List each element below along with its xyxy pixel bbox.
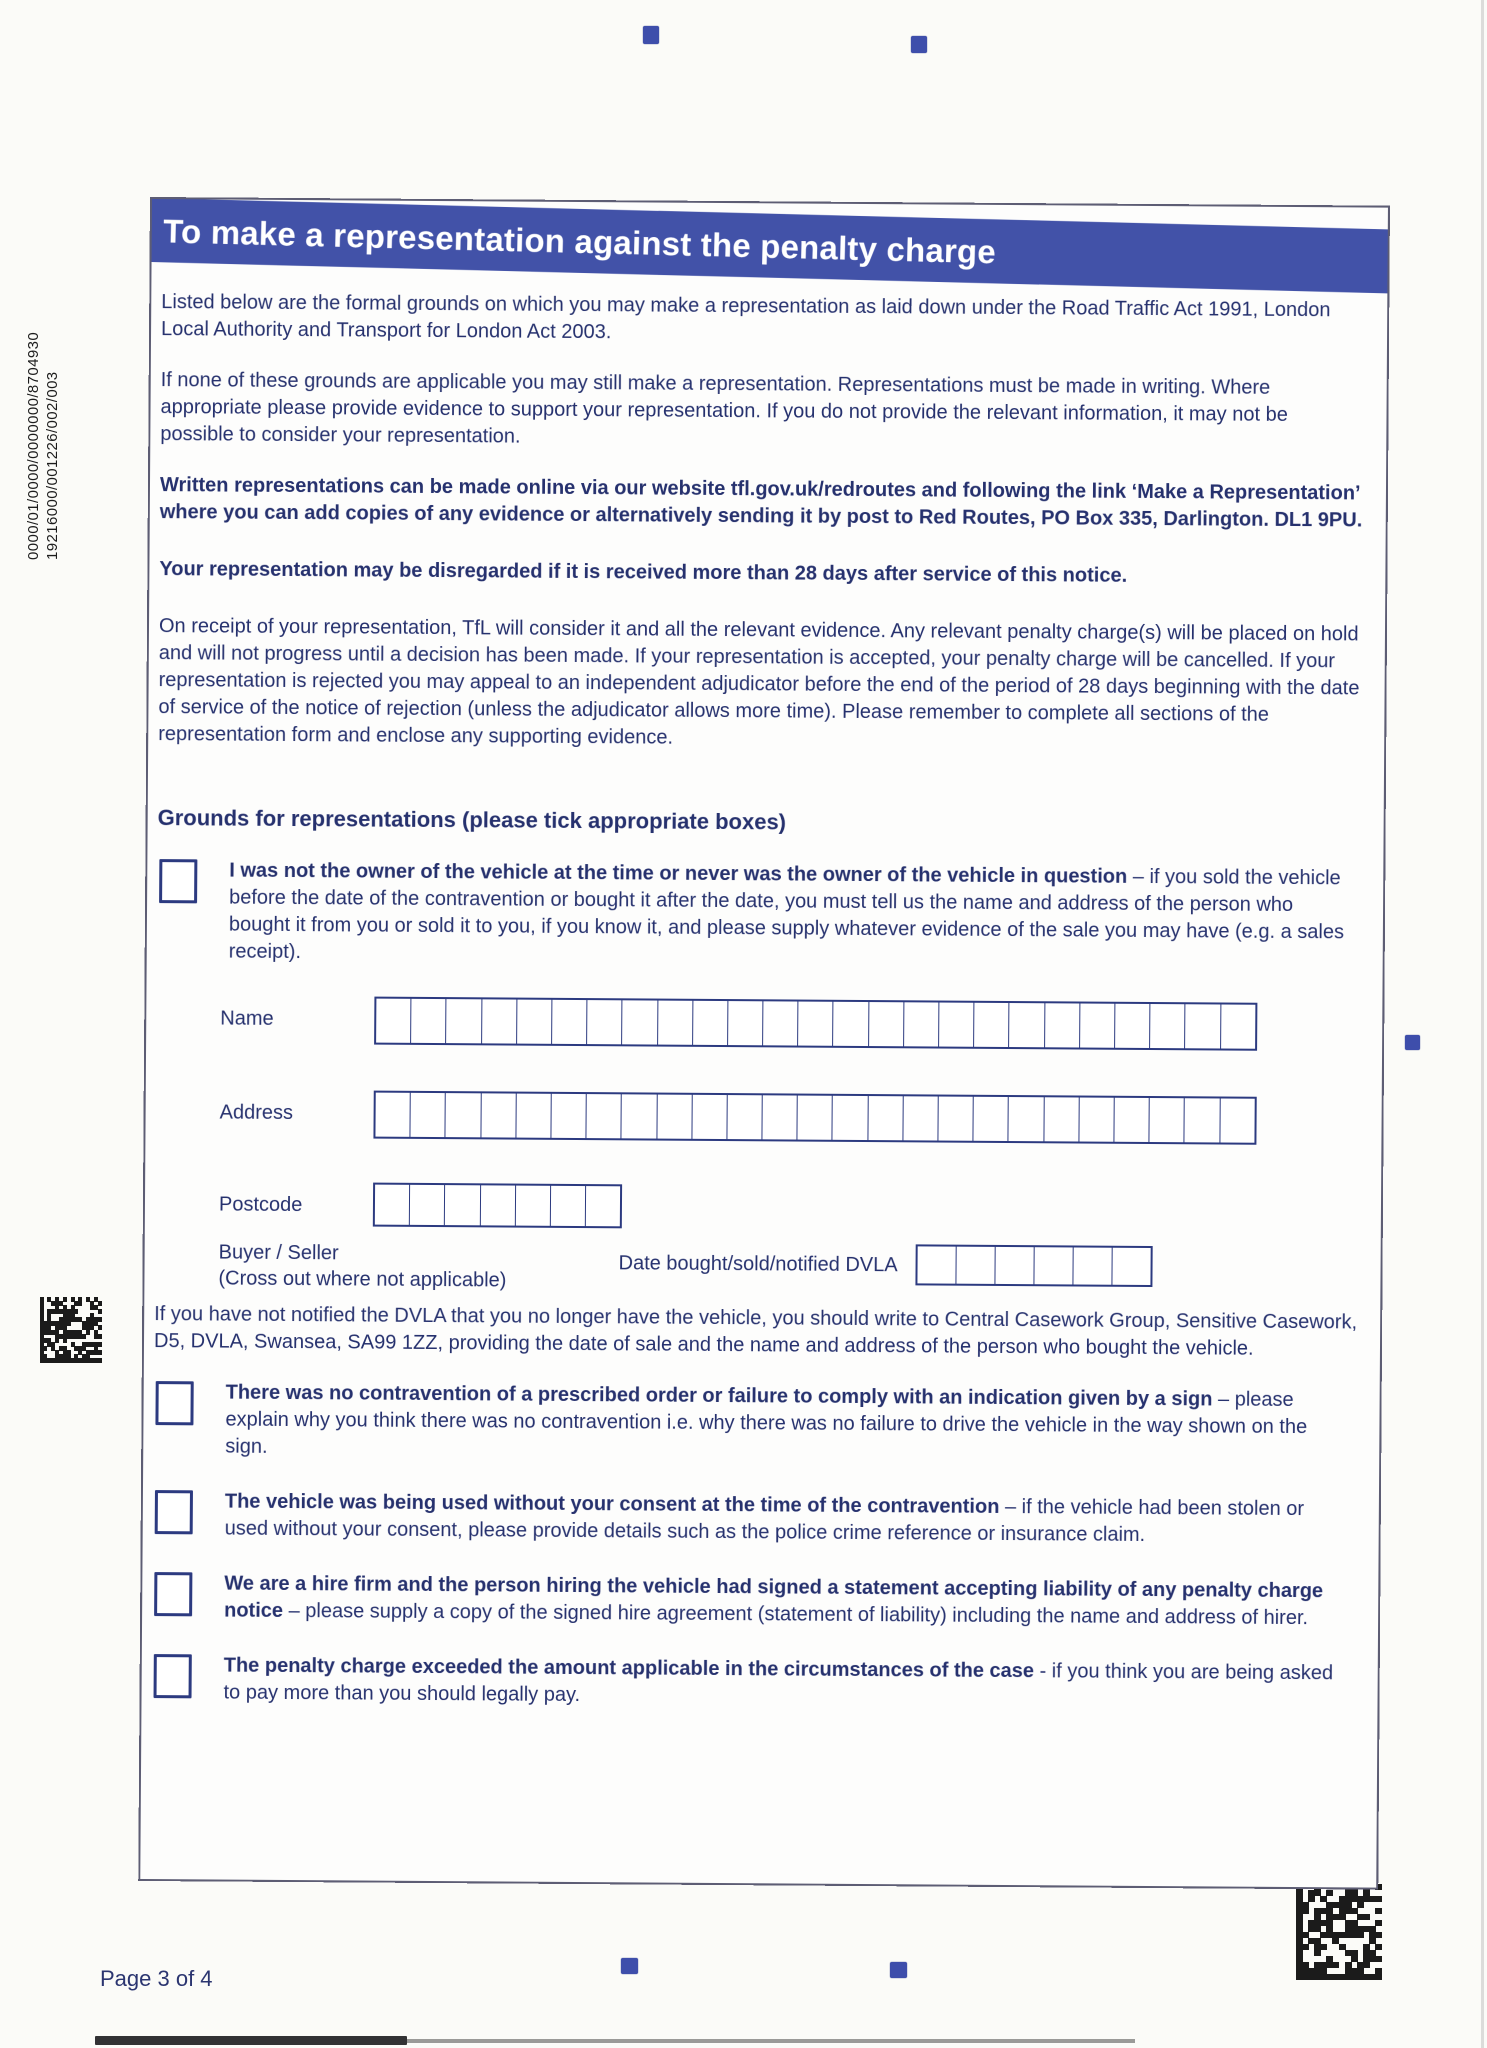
scan-artifact (407, 2039, 1135, 2043)
comb-cell (516, 1000, 551, 1044)
comb-cell (691, 1095, 726, 1139)
ground-not-owner-checkbox[interactable] (159, 859, 197, 903)
postcode-label: Postcode (218, 1193, 303, 1217)
comb-cell (585, 1186, 620, 1226)
disregard-warning-paragraph: Your representation may be disregarded if it is received more than 28 days after service of this notice. (159, 558, 1128, 587)
comb-cell (410, 999, 445, 1043)
comb-cell (586, 1000, 621, 1044)
comb-cell (956, 1247, 995, 1284)
comb-cell (1079, 1004, 1114, 1048)
comb-cell (550, 1186, 585, 1226)
name-label: Name (220, 1007, 274, 1030)
ground-no-contravention-checkbox[interactable] (155, 1381, 193, 1425)
ground-no-contravention-bold: There was no contravention of a prescribed order or failure to comply with an indication given by a sign (225, 1381, 1213, 1411)
ground-without-consent-text (193, 1488, 1357, 1550)
ground-hire-firm-bold: We are a hire firm and the person hiring the vehicle had signed a statement accepting liability of any penalty charge notice (224, 1572, 1324, 1622)
comb-cell (1008, 1097, 1043, 1141)
comb-cell (375, 1185, 409, 1225)
comb-cell (656, 1095, 691, 1139)
comb-cell (550, 1094, 585, 1138)
postcode-field-row (219, 1182, 1359, 1234)
comb-cell (902, 1096, 937, 1140)
ground-not-owner-bold: I was not the owner of the vehicle at the time or never was the owner of the vehicle in question (229, 859, 1128, 888)
comb-cell (1149, 1004, 1184, 1048)
date-bought-sold-input[interactable] (915, 1244, 1152, 1287)
comb-cell (868, 1002, 903, 1046)
ground-item-charge-exceeded (151, 1652, 1355, 1714)
ground-not-owner-text (197, 857, 1362, 973)
buyer-seller-label: Buyer / Seller (218, 1241, 339, 1265)
comb-cell (1149, 1098, 1184, 1142)
ground-no-contravention-rest: – please explain why you think there was no contravention i.e. why there was no failure to drive the vehicle in the way shown on the sign. (225, 1388, 1308, 1458)
page-indicator: Page 3 of 4 (100, 1966, 213, 1991)
comb-cell (797, 1002, 832, 1046)
representation-form-section (138, 197, 1390, 1890)
address-input[interactable] (373, 1091, 1256, 1145)
comb-cell (973, 1097, 1008, 1141)
section-header-banner (148, 198, 1390, 293)
comb-cell (1043, 1097, 1078, 1141)
comb-cell (444, 1185, 479, 1225)
comb-cell (1114, 1004, 1149, 1048)
datamatrix-barcode-left (40, 1297, 102, 1363)
address-field-row (219, 1090, 1359, 1146)
comb-cell (1113, 1098, 1148, 1142)
comb-cell (445, 1093, 480, 1137)
ground-not-owner-rest: – if you sold the vehicle before the date of the contravention or bought it after the date, you must tell us the name and address of the person who bought it from you or sold it to you, if you know it, and please supply whatever evidence of the sale you may have (e.g. a sales receipt). (228, 865, 1345, 964)
registration-mark (1405, 1035, 1420, 1050)
name-input[interactable] (374, 997, 1257, 1051)
datamatrix-barcode-bottom-right (1296, 1878, 1382, 1980)
comb-cell (409, 1185, 444, 1225)
comb-cell (621, 1000, 656, 1044)
scan-artifact (95, 2036, 407, 2045)
comb-cell (995, 1247, 1034, 1284)
intro-paragraph-1: Listed below are the formal grounds on which you may make a representation as laid down under the Road Traffic Act 1991, London Local Authority and Transport for London Act 2003. (161, 291, 1331, 344)
comb-cell (481, 999, 516, 1043)
comb-cell (480, 1093, 515, 1137)
ground-hire-firm-text (192, 1570, 1356, 1632)
ground-charge-exceeded-checkbox[interactable] (154, 1654, 192, 1698)
comb-cell (1034, 1247, 1073, 1284)
ground-without-consent-rest: – if the vehicle had been stolen or used without your consent, please provide details such as the police crime reference or insurance claim. (224, 1495, 1305, 1546)
comb-cell (410, 1093, 445, 1137)
section-title: To make a representation against the penalty charge (162, 212, 997, 271)
ground-hire-firm-rest: – please supply a copy of the signed hire agreement (statement of liability) including the name and address of hirer. (282, 1599, 1309, 1630)
buyer-seller-row (218, 1240, 1358, 1300)
comb-cell (375, 1093, 409, 1137)
comb-cell (1219, 1098, 1254, 1142)
comb-cell (1044, 1003, 1079, 1047)
comb-cell (726, 1095, 761, 1139)
comb-cell (657, 1001, 692, 1045)
registration-mark (890, 1962, 907, 1978)
ground-charge-exceeded-text (191, 1652, 1355, 1714)
comb-cell (761, 1095, 796, 1139)
comb-cell (1184, 1098, 1219, 1142)
comb-cell (586, 1094, 621, 1138)
ground-item-hire-firm (152, 1570, 1356, 1632)
ground-charge-exceeded-bold: The penalty charge exceeded the amount applicable in the circumstances of the case (223, 1654, 1035, 1683)
ground-item-without-consent (153, 1488, 1357, 1550)
comb-cell (797, 1096, 832, 1140)
comb-cell (832, 1096, 867, 1140)
comb-cell (727, 1001, 762, 1045)
comb-cell (918, 1246, 956, 1283)
registration-mark (621, 1958, 638, 1974)
comb-cell (937, 1097, 972, 1141)
ground-without-consent-bold: The vehicle was being used without your consent at the time of the contravention (224, 1490, 1000, 1518)
scan-edge (1481, 0, 1484, 2048)
intro-paragraph-2: If none of these grounds are applicable you may still make a representation. Representations must be made in writing. Where appropriate please provide evidence to support your representation. If you do not provide the relevant information, it may not be possible to consider your representation. (160, 369, 1288, 448)
ground-no-contravention-text (193, 1379, 1358, 1468)
written-representations-paragraph: Written representations can be made online via our website tfl.gov.uk/redroutes and following the link ‘Make a Representation’ where you can add copies of any evidence or alternatively sending it by post to Red Routes, PO Box 335, Darlington. DL1 9PU. (159, 474, 1363, 532)
comb-cell (1078, 1098, 1113, 1142)
comb-cell (903, 1002, 938, 1046)
ground-item-no-contravention (153, 1379, 1358, 1468)
comb-cell (938, 1003, 973, 1047)
comb-cell (692, 1001, 727, 1045)
comb-cell (551, 1000, 586, 1044)
name-field-row (220, 996, 1360, 1052)
side-reference-numbers (24, 332, 62, 560)
comb-cell (867, 1096, 902, 1140)
grounds-heading: Grounds for representations (please tick appropriate boxes) (157, 805, 787, 835)
comb-cell (1184, 1004, 1219, 1048)
comb-cell (973, 1003, 1008, 1047)
ground-hire-firm-checkbox[interactable] (154, 1572, 192, 1616)
dvla-note: If you have not notified the DVLA that you no longer have the vehicle, you should write to Central Casework Group, Sensitive Casework, D5, DVLA, Swansea, SA99 1ZZ, providing the date of sale and the name and address of the person who bought the vehicle. (153, 1303, 1358, 1360)
ground-without-consent-checkbox[interactable] (155, 1490, 193, 1534)
comb-cell (762, 1001, 797, 1045)
address-label: Address (219, 1101, 294, 1125)
comb-cell (1008, 1003, 1043, 1047)
date-bought-sold-label: Date bought/sold/notified DVLA (618, 1252, 898, 1277)
registration-mark (643, 26, 659, 44)
comb-cell (1073, 1247, 1112, 1284)
comb-cell (621, 1094, 656, 1138)
comb-cell (515, 1186, 550, 1226)
comb-cell (1220, 1004, 1255, 1048)
comb-cell (833, 1002, 868, 1046)
side-reference-line1: 0000/01/0000/0000000/8704930 (25, 331, 42, 560)
buyer-seller-label-block (218, 1240, 508, 1294)
comb-cell (1112, 1248, 1151, 1285)
section-body (141, 289, 1387, 1715)
registration-mark (911, 36, 927, 53)
postcode-input[interactable] (373, 1183, 623, 1229)
comb-cell (515, 1094, 550, 1138)
cross-out-note: (Cross out where not applicable) (218, 1267, 507, 1292)
side-reference-line2: 19216000/001226/002/003 (44, 371, 61, 560)
on-receipt-paragraph: On receipt of your representation, TfL will consider it and all the relevant evidence. Any relevant penalty charge(s) will be placed on hold and will not progress until a decision has been made. If your representation is accepted, your penalty charge will be cancelled. If your representation is rejected you may appeal to an independent adjudicator before the end of the period of 28 days beginning with the date of service of the notice of rejection (unless the adjudicator allows more time). Please remember to complete all sections of the representation form and enclose any supporting evidence. (158, 615, 1360, 749)
comb-cell (479, 1185, 514, 1225)
ground-item-not-owner (157, 857, 1362, 973)
comb-cell (376, 999, 410, 1043)
ground-charge-exceeded-rest: - if you think you are being asked to pay more than you should legally pay. (223, 1660, 1334, 1707)
comb-cell (445, 999, 480, 1043)
